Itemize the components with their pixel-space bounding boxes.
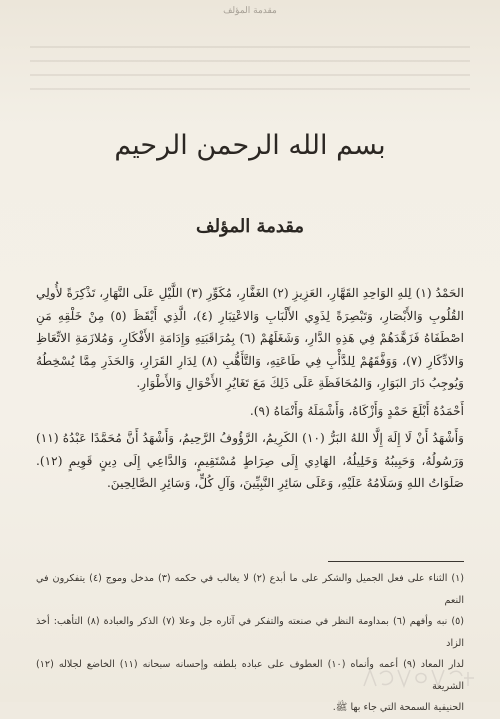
- paragraph-3: وَأَشْهَدُ أَنْ لَا إِلَهَ إِلَّا اللهُ البَرُّ (١٠) الكَرِيمُ، الرَّؤُوفُ الرَّحِيمُ، وَأَشْهَدُ أَنَّ مُحَمَّدًا عَبْدُهُ (١١) وَرَسُولُهُ، وَحَبِيبُهُ وَخَلِيلُهُ، الهَادِي إِلَى صِرَاطٍ مُسْتَقِيمٍ، وَالدَّاعِي إِلَى دِينٍ قَوِيمٍ (١٢). صَلَوَاتُ اللهِ وَسَلَامُهُ عَلَيْهِ، وَعَلَى سَائِرِ النَّبِيِّينَ، وَآلِ كُلٍّ، وَسَائِرِ الصَّالِحِينَ.: [36, 431, 464, 490]
- footnotes: [36, 568, 464, 719]
- footnote-line-4: الحنيفية السمحة التي جاء بها ﷺ.: [332, 702, 464, 713]
- page-title: مقدمة المؤلف: [195, 216, 305, 237]
- paragraph-1: الحَمْدُ (١) لِلهِ الوَاحِدِ القَهَّارِ، العَزِيزِ (٢) الغَفَّارِ، مُكَوِّرِ (٣) اللَّيْلِ عَلَى النَّهَارِ، تَذْكِرَةً لأُولِي القُلُوبِ وَالأَبْصَارِ، وَتَبْصِرَةً لِذَوِي الأَلْبَابِ وَالاعْتِبَارِ (٤)، الَّذِي أَيْقَظَ (٥) مِنْ خَلْقِهِ مَنِ اصْطَفَاهُ فَزَهَّدَهُمْ فِي هَذِهِ الدَّارِ، وَشَغَلَهُمْ (٦) بِمُرَاقَبَتِهِ وَإِدَامَةِ الأَفْكَارِ، وَمُلازَمَةِ الاتِّعَاظِ وَالادِّكَارِ (٧)، وَوَفَّقَهُمْ لِلدَّأْبِ فِي طَاعَتِهِ، وَالتَّأَهُّبِ (٨) لِدَارِ القَرَارِ، وَالحَذَرِ مِمَّا يُسْخِطُهُ وَيُوجِبُ دَارَ البَوَارِ، وَالمُحَافَظَةِ عَلَى ذَلِكَ مَعَ تَغَايُرِ الأَحْوَالِ وَالأَطْوَارِ.: [36, 286, 465, 390]
- footnote-line-1: (١) الثناء على فعل الجميل والشكر على ما أبدع (٢) لا يغالب في حكمه (٣) مدخل وموج (٤) يتفكرون في النعم: [36, 573, 464, 606]
- main-text: [36, 282, 464, 500]
- footnote-line-3: لدار المعاد (٩) أعمه وأنماه (١٠) العطوف على عباده بلطفه وإحسانه سبحانه (١١) الخاضع لجلاله (١٢) الشريعة: [36, 659, 465, 692]
- footnote-divider: [328, 561, 464, 562]
- bleed-through-text: [30, 34, 470, 104]
- running-head: مقدمة المؤلف: [223, 6, 277, 16]
- footnote-line-2: (٥) نبه وأفهم (٦) بمداومة النظر في صنعته والتفكر في آثاره جل وعلا (٧) الذكر والعبادة (٨) التأهب: أخذ الزاد: [36, 616, 465, 649]
- basmala-heading: بسم الله الرحمن الرحيم: [114, 130, 386, 161]
- paragraph-2: أَحْمَدُهُ أَبْلَغَ حَمْدٍ وَأَزْكَاهُ، وَأَشْمَلَهُ وَأَنْمَاهُ (٩).: [249, 403, 464, 418]
